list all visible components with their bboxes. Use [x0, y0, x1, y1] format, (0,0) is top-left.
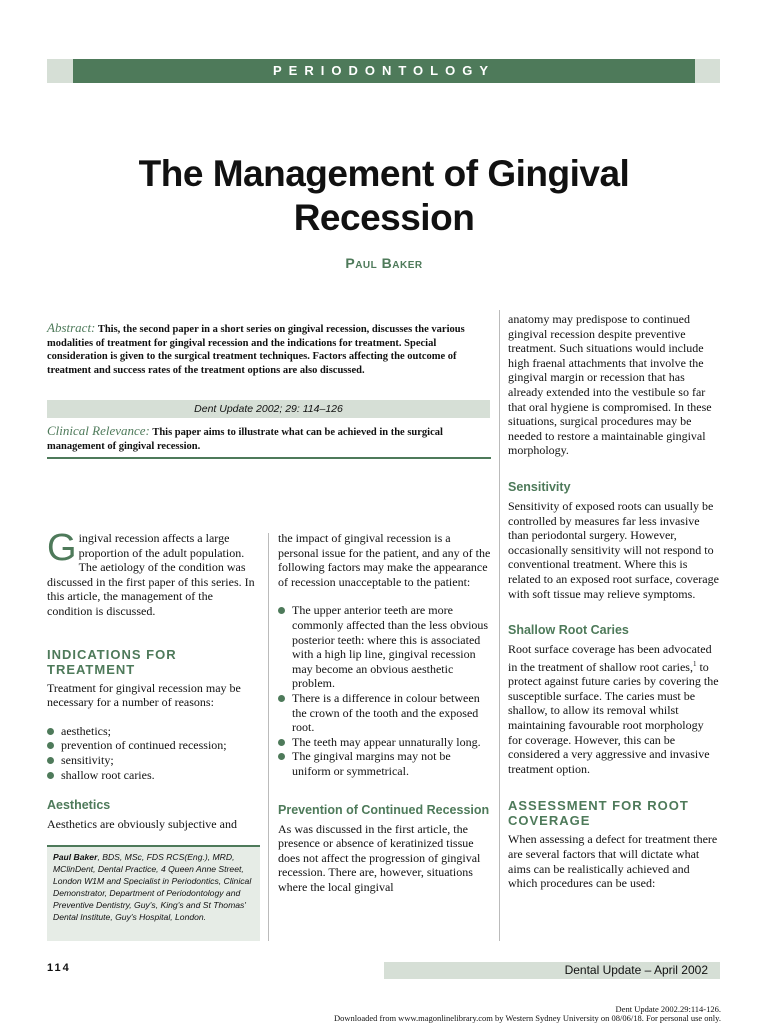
list-item: The upper anterior teeth are more commonly affected than the less obvious posterior teeth: where this is associated with a high lip line, gingival recession may become an obvious aesthetic problem. [278, 603, 491, 691]
download-notice: Downloaded from www.magonlinelibrary.com by Western Sydney University on 08/06/18. For personal use only. [333, 1013, 721, 1023]
impact-paragraph: the impact of gingival recession is a personal issue for the patient, and any of the following factors may make the appearance of recession unacceptable to the patient: [278, 531, 491, 589]
list-item: sensitivity; [47, 753, 259, 768]
assessment-text: When assessing a defect for treatment there are several factors that will dictate what aims can be realistically achieved and which procedures can be used: [508, 832, 718, 891]
indications-text: Treatment for gingival recession may be necessary for a number of reasons: [47, 680, 241, 710]
author-name: Paul Baker [345, 255, 423, 271]
list-item: The teeth may appear unnaturally long. [278, 735, 491, 750]
sensitivity-text: Sensitivity of exposed roots can usually be controlled by measures far less invasive than periodontal surgery. However, occasionally sensitivity will not respond to conventional treatment. Where this is related to an exposed root surface, coverage with soft tissue may relieve symptoms. [508, 498, 719, 601]
title-line-1: The Management of Gingival [138, 153, 630, 194]
drop-cap: G [47, 527, 77, 569]
section-label: PERIODONTOLOGY [73, 59, 695, 83]
clinical-text: This paper aims to illustrate what can be achieved in the surgical management of gingival recession. [47, 427, 443, 452]
column-divider-1 [268, 533, 269, 941]
journal-footer: Dental Update – April 2002 [384, 962, 720, 979]
heading-sensitivity: Sensitivity [508, 479, 571, 494]
author-affiliation [47, 845, 260, 941]
list-item: aesthetics; [47, 724, 259, 739]
title-line-2: Recession [293, 197, 475, 238]
column-2 [278, 531, 491, 894]
heading-prevention: Prevention of Continued Recession [278, 802, 490, 817]
heading-shallow-root-caries: Shallow Root Caries [508, 623, 629, 638]
abstract-lead: Abstract: [47, 320, 96, 335]
abstract-text: This, the second paper in a short series on gingival recession, discusses the various modalities of treatment for gingival recession and the indications for treatment. Special consideration is given to the surgical treatment techniques. Factors affecting the outcome of treatment and success rates of the treatment options are also discussed. [47, 324, 465, 376]
affiliation-text: , BDS, MSc, FDS RCS(Eng.), MRD, MClinDent, Dental Practice, 4 Queen Anne Street, London W1M and Specialist in Periodontics, Clinical Demonstrator, Department of Periodontology and Preventive Dentistry, Guy's, King's and St Thomas' Dental Institute, Guy's Hospital, London. [53, 852, 252, 922]
list-item: The gingival margins may not be uniform or symmetrical. [278, 749, 491, 778]
heading-aesthetics: Aesthetics [47, 798, 111, 813]
list-item: shallow root caries. [47, 768, 259, 783]
prevention-text: As was discussed in the first article, the presence or absence of keratinized tissue does not affect the progression of gingival recession. There are, however, situations where the local gingival [278, 821, 481, 894]
column-1 [47, 527, 259, 832]
intro-paragraph: Gingival recession affects a large proportion of the adult population. The aetiology of the condition was discussed in the first paper of this series. In this article, the management of the condition is discussed. [47, 527, 255, 618]
anatomy-paragraph: anatomy may predispose to continued gingival recession despite preventive treatment. Such situations would include high fraenal attachments that involve the gingival margin or recession that has already extended into the vestibule so far that oral hygiene is compromised. In these situations, surgical procedures may be needed to restore a maintainable gingival morphology. [508, 312, 712, 458]
citation-bar: Dent Update 2002; 29: 114–126 [47, 400, 490, 418]
abstract-divider [47, 457, 491, 459]
abstract [47, 321, 487, 377]
download-citation: Dent Update 2002.29:114-126. [615, 1004, 721, 1014]
aesthetics-text: Aesthetics are obviously subjective and [47, 817, 237, 832]
column-3 [508, 312, 720, 891]
heading-indications: INDICATIONS FOR TREATMENT [47, 646, 177, 677]
article-title [60, 152, 708, 240]
caries-text: Root surface coverage has been advocated in the treatment of shallow root caries,$^1$ to protect against future caries by covering the susceptible surface. The caries must be shallow, to allow its removal whilst maintaining favourable root morphology for coverage. However, this can be considered a very aggressive and invasive treatment option. [508, 642, 719, 776]
column-divider-2 [499, 310, 500, 941]
aesthetic-factors-list [278, 603, 491, 778]
affiliation-name: Paul Baker [53, 852, 98, 862]
list-item: There is a difference in colour between the crown of the tooth and the exposed root. [278, 691, 491, 735]
clinical-lead: Clinical Relevance: [47, 423, 150, 438]
page-number: 114 [47, 962, 71, 974]
reference-1: 1 [692, 659, 697, 668]
clinical-relevance [47, 424, 487, 453]
heading-assessment: ASSESSMENT FOR ROOT COVERAGE [508, 798, 689, 829]
indications-list [47, 724, 259, 782]
list-item: prevention of continued recession; [47, 738, 259, 753]
